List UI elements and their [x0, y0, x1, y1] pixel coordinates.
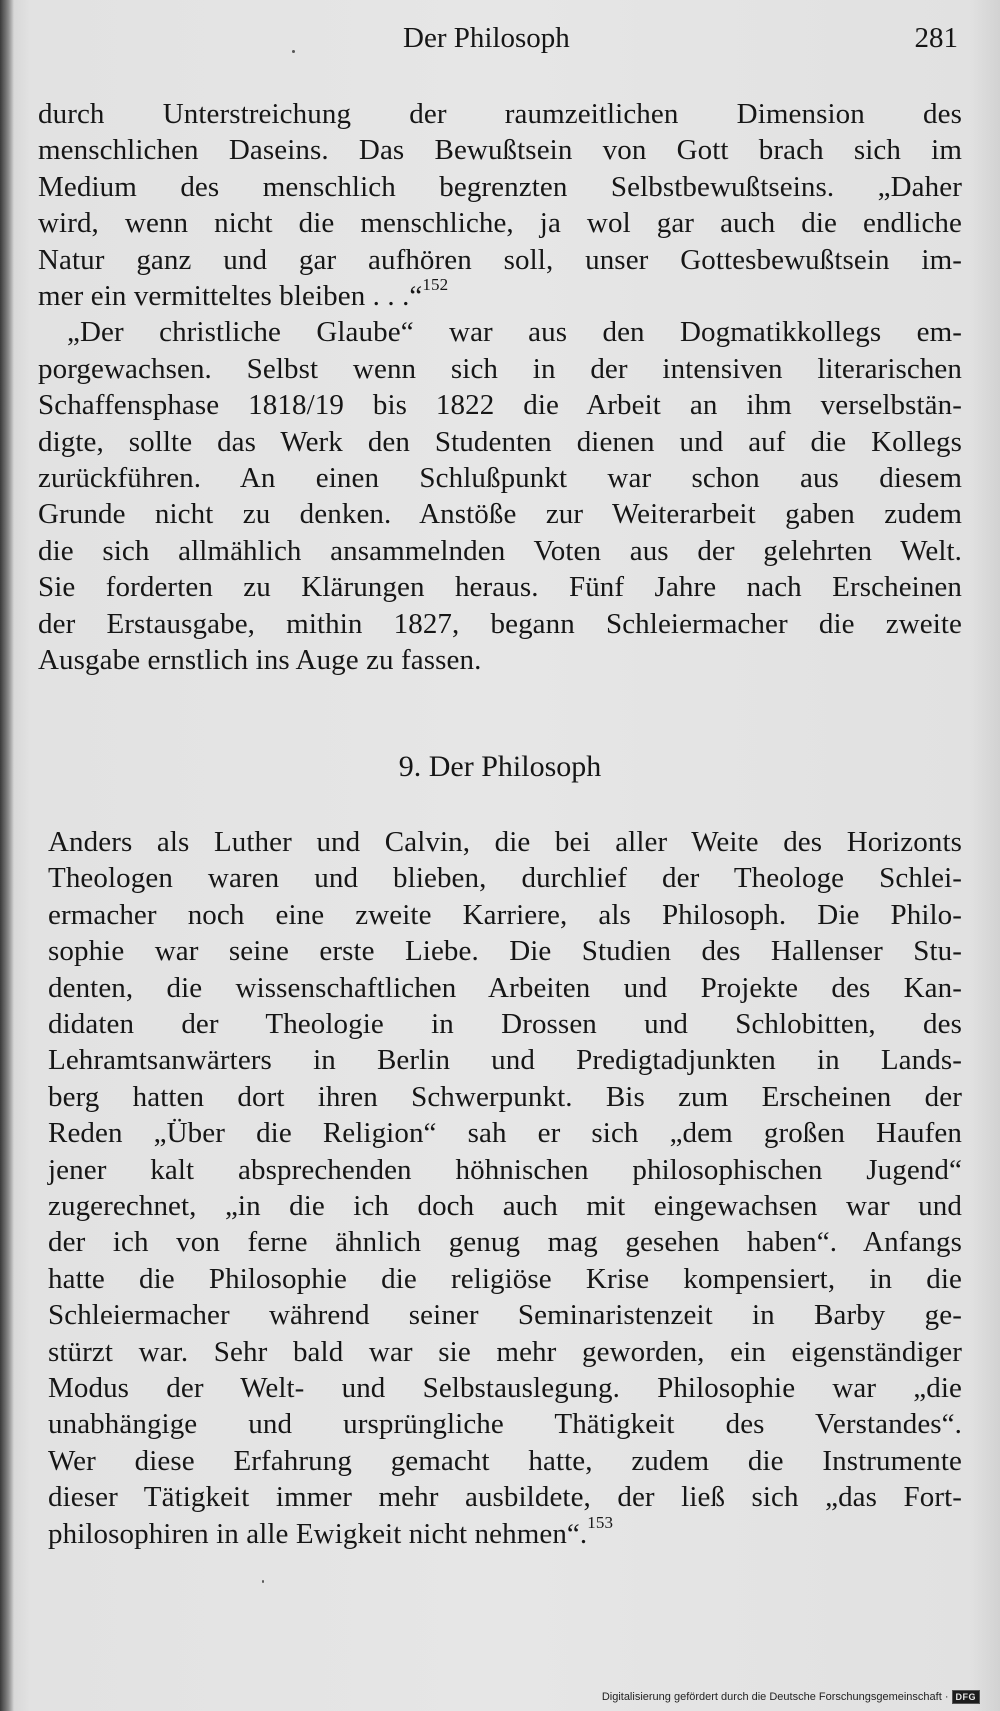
running-title: Der Philosoph [403, 22, 570, 54]
line-text: die sich allmählich ansammelnden Voten aus der gelehrten Welt. [38, 534, 962, 567]
footnote-reference: 152 [422, 275, 449, 295]
line-text: menschlichen Daseins. Das Bewußtsein von Gott brach sich im [38, 134, 962, 167]
line-text: Lehramtsanwärters in Berlin und Predigtadjunkten in Lands- [48, 1044, 962, 1077]
line-text: didaten der Theologie in Drossen und Schlobitten, des [48, 1008, 962, 1040]
text-line [38, 132, 962, 168]
text-line [38, 606, 962, 642]
text-line [48, 897, 962, 933]
line-text: Ausgabe ernstlich ins Auge zu fassen. [38, 644, 482, 676]
text-line [48, 1370, 962, 1406]
text-line [38, 533, 962, 569]
line-text: zugerechnet, „in die ich doch auch mit eingewachsen war und [48, 1190, 962, 1222]
line-text: „Der christliche Glaube“ war aus den Dogmatikkollegs em- [67, 316, 962, 349]
text-line [48, 1188, 962, 1224]
text-line [48, 1406, 962, 1442]
line-text: der ich von ferne ähnlich genug mag gesehen haben“. Anfangs [48, 1226, 962, 1259]
print-speck [262, 1580, 264, 1583]
line-text: ermacher noch eine zweite Karriere, als Philosoph. Die Philo- [48, 898, 962, 931]
text-line [48, 1042, 962, 1078]
line-text: hatte die Philosophie die religiöse Krise kompensiert, in die [48, 1262, 962, 1295]
line-text: stürzt war. Sehr bald war sie mehr geworden, ein eigenständiger [48, 1335, 962, 1368]
line-text: Medium des menschlich begrenzten Selbstbewußtseins. „Daher [38, 170, 962, 203]
text-line [38, 424, 962, 460]
print-speck [292, 50, 295, 53]
line-text: Schaffensphase 1818/19 bis 1822 die Arbeit an ihm verselbstän- [38, 389, 962, 422]
text-line [38, 460, 962, 496]
text-line [48, 1152, 962, 1188]
line-text: unabhängige und ursprüngliche Thätigkeit des Verstandes“. [48, 1408, 962, 1441]
text-line [48, 933, 962, 969]
line-text: berg hatten dort ihren Schwerpunkt. Bis zum Erscheinen der [48, 1080, 962, 1113]
line-text: denten, die wissenschaftlichen Arbeiten und Projekte des Kan- [48, 971, 962, 1004]
line-text: Schleiermacher während seiner Seminaristenzeit in Barby ge- [48, 1299, 962, 1332]
text-line [48, 970, 962, 1006]
line-text: Sie forderten zu Klärungen heraus. Fünf Jahre nach Erscheinen [38, 571, 962, 604]
text-line [48, 1334, 962, 1370]
text-line [38, 387, 962, 423]
line-text: digte, sollte das Werk den Studenten dienen und auf die Kollegs [38, 425, 962, 458]
line-text: Theologen waren und blieben, durchlief der Theologe Schlei- [48, 862, 962, 895]
line-text: jener kalt absprechenden höhnischen philosophischen Jugend“ [48, 1153, 962, 1186]
text-line [38, 642, 962, 678]
line-text: Modus der Welt- und Selbstauslegung. Philosophie war „die [48, 1372, 962, 1404]
text-line [67, 314, 962, 350]
line-text: der Erstausgabe, mithin 1827, begann Schleiermacher die zweite [38, 607, 962, 640]
page-header [38, 22, 958, 62]
text-line [38, 496, 962, 532]
line-text: porgewachsen. Selbst wenn sich in der intensiven literarischen [38, 352, 962, 385]
text-line [38, 569, 962, 605]
line-text: mer ein vermitteltes bleiben . . .“ [38, 280, 423, 312]
line-text: Natur ganz und gar aufhören soll, unser Gottesbewußtsein im- [38, 243, 962, 276]
line-text: Anders als Luther und Calvin, die bei aller Weite des Horizonts [48, 826, 962, 858]
line-text: sophie war seine erste Liebe. Die Studien des Hallenser Stu- [48, 935, 962, 968]
section-heading: 9. Der Philosoph [398, 750, 602, 783]
text-line [38, 275, 962, 314]
text-line [38, 351, 962, 387]
dfg-logo: DFG [952, 1690, 981, 1704]
text-line [38, 205, 962, 241]
line-text: zurückführen. An einen Schlußpunkt war schon aus diesem [38, 462, 962, 494]
text-line [48, 1079, 962, 1115]
line-text: wird, wenn nicht die menschliche, ja wol gar auch die endliche [38, 207, 962, 240]
line-text: Wer diese Erfahrung gemacht hatte, zudem die Instrumente [48, 1444, 962, 1477]
line-text: dieser Tätigkeit immer mehr ausbildete, der ließ sich „das Fort- [48, 1481, 962, 1514]
text-line [48, 824, 962, 860]
text-line [48, 1297, 962, 1333]
line-text: Reden „Über die Religion“ sah er sich „dem großen Haufen [48, 1117, 962, 1150]
line-text: Grunde nicht zu denken. Anstöße zur Weiterarbeit gaben zudem [38, 498, 962, 531]
text-line [38, 169, 962, 205]
text-line [48, 1261, 962, 1297]
text-line [48, 1443, 962, 1479]
text-line [38, 96, 962, 132]
page-number: 281 [914, 22, 958, 54]
text-line [48, 1006, 962, 1042]
text-line [48, 1512, 614, 1552]
book-spine-shadow [0, 0, 14, 1711]
footer-credit: Digitalisierung gefördert durch die Deutsche Forschungsgemeinschaft · [601, 1691, 949, 1703]
text-line [38, 242, 962, 278]
line-text: philosophiren in alle Ewigkeit nicht nehmen“. [48, 1517, 588, 1550]
digitization-footer [602, 1688, 980, 1706]
line-text: durch Unterstreichung der raumzeitlichen Dimension des [38, 98, 962, 130]
text-line [48, 1479, 962, 1515]
text-line [48, 1115, 962, 1151]
footnote-reference: 153 [587, 1512, 614, 1532]
text-line [48, 860, 962, 896]
text-line [48, 1224, 962, 1260]
